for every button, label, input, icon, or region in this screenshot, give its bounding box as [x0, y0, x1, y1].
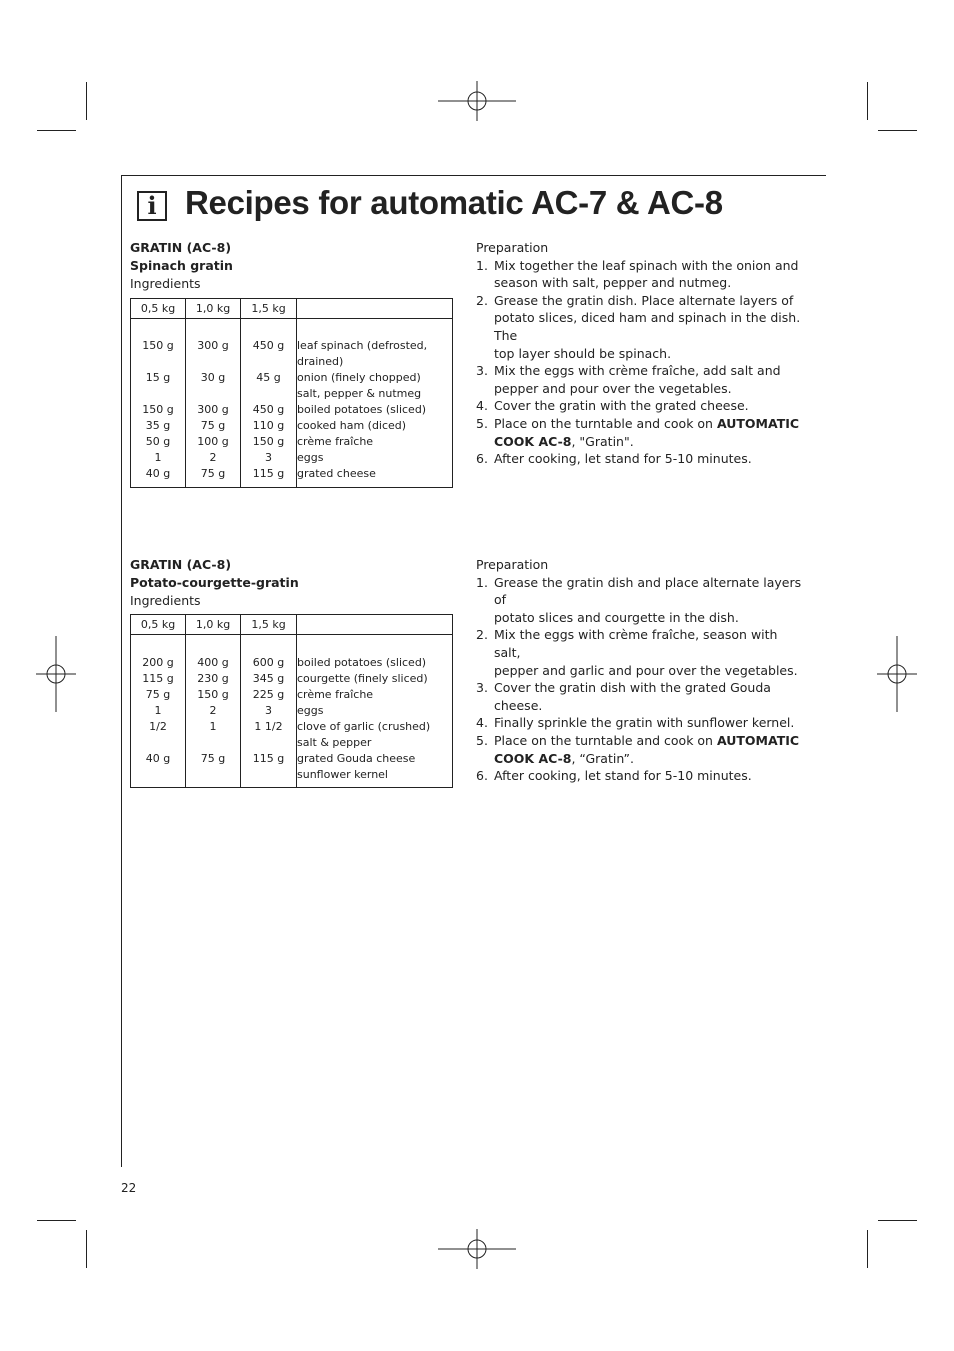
- table-header-row: [131, 615, 453, 635]
- table-cell: sunflower kernel: [297, 768, 388, 781]
- table-cell: 1 1/2: [254, 720, 283, 733]
- table-cell: crème fraîche: [297, 435, 374, 448]
- table-cell: 400 g: [197, 656, 229, 669]
- crop-mark: [86, 1230, 87, 1268]
- recipe-2-heading: [130, 556, 450, 610]
- table-cell: salt & pepper: [297, 736, 372, 749]
- table-header-row: [131, 299, 453, 319]
- quantity-column: [131, 635, 186, 788]
- column-header: 0,5 kg: [131, 299, 186, 319]
- table-cell: 150 g: [197, 688, 229, 701]
- table-cell: grated Gouda cheese: [297, 752, 416, 765]
- table-cell: 450 g: [252, 403, 285, 416]
- table-cell: 200 g: [142, 656, 174, 669]
- table-cell: 150 g: [252, 435, 285, 448]
- table-body: [131, 635, 453, 788]
- table-cell: 1/2: [149, 720, 167, 733]
- table-cell: 3: [265, 704, 272, 717]
- table-cell: crème fraîche: [297, 688, 374, 701]
- list-item: 3. Mix the eggs with crème fraîche, add salt and pepper and pour over the vegetables.: [476, 363, 781, 396]
- recipe-category: GRATIN (AC-8): [130, 557, 232, 572]
- table-cell: 50 g: [145, 435, 171, 448]
- table-cell: 225 g: [252, 688, 285, 701]
- list-item: 5. Place on the turntable and cook on AUTOMATIC COOK AC-8, “Gratin”.: [476, 732, 800, 766]
- table-cell: 30 g: [200, 371, 226, 384]
- table-cell: eggs: [297, 704, 324, 717]
- ingredient-column: [297, 635, 453, 788]
- list-item: 1. Grease the gratin dish and place alternate layers of potato slices and courgette in the dish.: [476, 574, 802, 625]
- list-item: 1. Mix together the leaf spinach with the onion and season with salt, pepper and nutmeg.: [476, 257, 799, 291]
- table-cell: leaf spinach (defrosted,: [297, 339, 428, 352]
- table-cell: 1: [154, 704, 162, 717]
- table-cell: salt, pepper & nutmeg: [297, 387, 422, 400]
- ingredients-table: [130, 298, 453, 488]
- crop-mark: [37, 130, 76, 131]
- crop-mark: [878, 1220, 917, 1221]
- table-cell: 1: [154, 451, 162, 464]
- registration-mark-icon: [438, 63, 516, 139]
- recipe-name: Potato-courgette-gratin: [130, 575, 299, 590]
- crop-mark: [867, 1230, 868, 1268]
- registration-mark-icon: [36, 636, 76, 712]
- list-item: 2. Mix the eggs with crème fraîche, season with salt, pepper and garlic and pour over the vegetables.: [476, 627, 798, 678]
- quantity-column: [241, 635, 297, 788]
- table-cell: 100 g: [197, 435, 229, 448]
- preparation-label: Preparation: [476, 240, 549, 255]
- recipe-category: GRATIN (AC-8): [130, 240, 232, 255]
- column-header: 1,5 kg: [241, 615, 297, 635]
- table-cell: 1: [209, 720, 217, 733]
- left-margin-rule: [121, 175, 122, 1167]
- table-cell: 230 g: [197, 672, 229, 685]
- table-cell: 3: [265, 451, 272, 464]
- table-cell: boiled potatoes (sliced): [297, 656, 427, 669]
- table-cell: courgette (finely sliced): [297, 672, 428, 685]
- table-cell: 75 g: [200, 419, 226, 432]
- list-item: 4. Finally sprinkle the gratin with sunflower kernel.: [476, 715, 795, 731]
- table-cell: 300 g: [197, 339, 229, 352]
- preparation-steps: [476, 574, 806, 785]
- column-header: [297, 615, 453, 635]
- recipe-2-preparation: [476, 556, 806, 785]
- column-header: 1,0 kg: [186, 615, 241, 635]
- registration-mark-icon: [877, 636, 917, 712]
- table-cell: 345 g: [252, 672, 285, 685]
- table-cell: 40 g: [145, 752, 171, 765]
- ingredients-table: [130, 614, 453, 788]
- list-item: 5. Place on the turntable and cook on AUTOMATIC COOK AC-8, "Gratin".: [476, 415, 800, 449]
- table-cell: 300 g: [197, 403, 229, 416]
- list-item: 6. After cooking, let stand for 5-10 minutes.: [476, 768, 752, 784]
- ingredients-label: Ingredients: [130, 593, 201, 608]
- list-item: 6. After cooking, let stand for 5-10 minutes.: [476, 451, 752, 467]
- table-cell: cooked ham (diced): [297, 419, 407, 432]
- table-cell: 450 g: [252, 339, 285, 352]
- column-header: 0,5 kg: [131, 615, 186, 635]
- table-cell: 75 g: [200, 467, 226, 480]
- recipe-1-preparation: [476, 239, 806, 468]
- ingredients-label: Ingredients: [130, 276, 201, 291]
- table-cell: 115 g: [252, 467, 285, 480]
- crop-mark: [86, 82, 87, 120]
- registration-mark-icon: [438, 1211, 516, 1287]
- table-body: [131, 319, 453, 488]
- table-cell: 115 g: [142, 672, 174, 685]
- crop-mark: [37, 1220, 76, 1221]
- table-cell: 35 g: [145, 419, 171, 432]
- table-cell: 150 g: [142, 339, 174, 352]
- header-rule: [121, 175, 826, 176]
- table-cell: grated cheese: [297, 467, 376, 480]
- table-cell: 75 g: [200, 752, 226, 765]
- list-item: 3. Cover the gratin dish with the grated Gouda cheese.: [476, 680, 771, 713]
- quantity-column: [186, 319, 241, 488]
- table-cell: 2: [209, 451, 217, 464]
- table-cell: 2: [209, 704, 217, 717]
- list-item: 2. Grease the gratin dish. Place alternate layers of potato slices, diced ham and spinach in the dish. The top layer should be spinach.: [476, 292, 801, 361]
- table-cell: 45 g: [256, 371, 281, 384]
- recipe-1-heading: [130, 239, 450, 293]
- table-cell: 110 g: [252, 419, 285, 432]
- crop-mark: [878, 130, 917, 131]
- table-cell: 600 g: [252, 656, 285, 669]
- table-cell: 40 g: [145, 467, 171, 480]
- page-number: 22: [121, 1181, 137, 1195]
- preparation-label: Preparation: [476, 557, 549, 572]
- quantity-column: [131, 319, 186, 488]
- table-cell: onion (finely chopped): [297, 371, 421, 384]
- table-cell: boiled potatoes (sliced): [297, 403, 427, 416]
- crop-mark: [867, 82, 868, 120]
- column-header: 1,5 kg: [241, 299, 297, 319]
- table-cell: 115 g: [252, 752, 285, 765]
- recipe-name: Spinach gratin: [130, 258, 233, 273]
- table-cell: 15 g: [145, 371, 171, 384]
- table-cell: clove of garlic (crushed): [297, 720, 431, 733]
- table-cell: 150 g: [142, 403, 174, 416]
- page-title: Recipes for automatic AC-7 & AC-8: [185, 184, 723, 221]
- table-cell: 75 g: [145, 688, 171, 701]
- preparation-steps: [476, 257, 806, 468]
- info-icon: i: [137, 191, 167, 221]
- ingredient-column: [297, 319, 453, 488]
- column-header: [297, 299, 453, 319]
- list-item: 4. Cover the gratin with the grated cheese.: [476, 398, 749, 414]
- quantity-column: [241, 319, 297, 488]
- table-cell: drained): [297, 355, 344, 368]
- table-cell: eggs: [297, 451, 324, 464]
- column-header: 1,0 kg: [186, 299, 241, 319]
- quantity-column: [186, 635, 241, 788]
